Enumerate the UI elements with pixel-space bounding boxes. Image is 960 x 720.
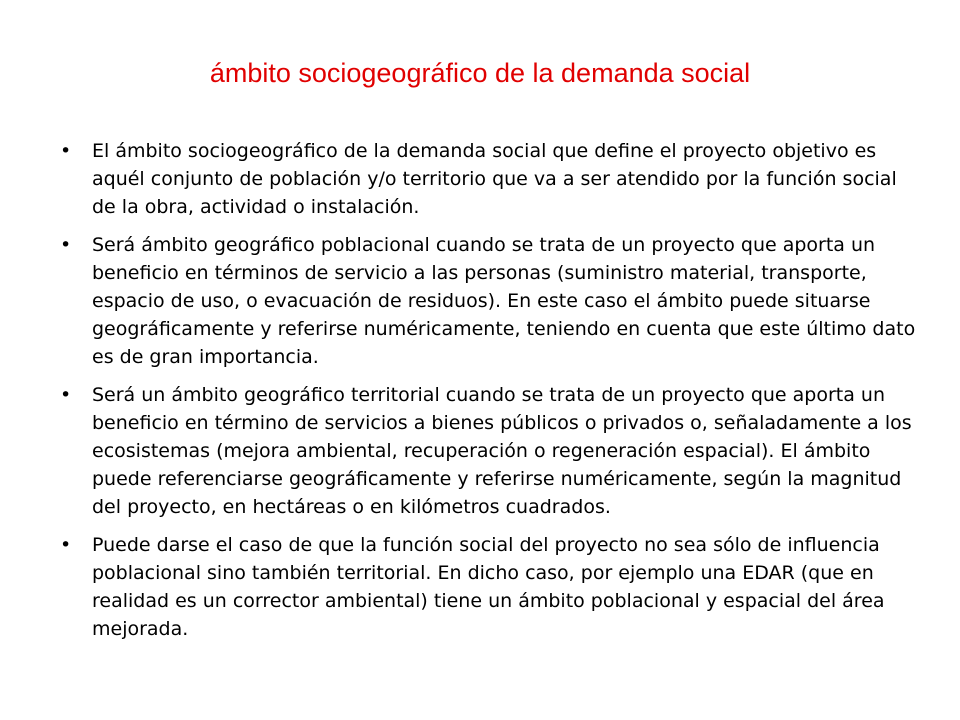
- bullet-text: Será ámbito geográfico poblacional cuando se trata de un proyecto que aporta un beneficio en términos de servicio a las personas (suministro material, transporte, espacio de uso, o evacuación de residuos). En este caso el ámbito puede situarse geográficamente y referirse numéricamente, teniendo en cuenta que este último dato es de gran importancia.: [92, 234, 916, 368]
- bullet-text: Puede darse el caso de que la función social del proyecto no sea sólo de influencia poblacional sino también territorial. En dicho caso, por ejemplo una EDAR (que en realidad es un corrector ambiental) tiene un ámbito poblacional y espacial del área mejorada.: [92, 534, 885, 640]
- bullet-item-2: [60, 231, 920, 371]
- bullet-marker: •: [60, 534, 72, 556]
- bullet-text: Será un ámbito geográfico territorial cuando se trata de un proyecto que aporta un beneficio en término de servicios a bienes públicos o privados o, señaladamente a los ecosistemas (mejora ambiental, recuperación o regeneración espacial). El ámbito puede referenciarse geográficamente y referirse numéricamente, según la magnitud del proyecto, en hectáreas o en kilómetros cuadrados.: [92, 384, 912, 518]
- bullet-item-4: [60, 531, 920, 643]
- bullet-text: El ámbito sociogeográfico de la demanda social que define el proyecto objetivo es aquél conjunto de población y/o territorio que va a ser atendido por la función social de la obra, actividad o instalación.: [92, 140, 897, 218]
- bullet-marker: •: [60, 234, 72, 256]
- bullet-list: [60, 137, 920, 653]
- bullet-marker: •: [60, 140, 72, 162]
- bullet-item-1: [60, 137, 920, 221]
- bullet-marker: •: [60, 384, 72, 406]
- slide-title: ámbito sociogeográfico de la demanda social: [209, 58, 751, 88]
- bullet-item-3: [60, 381, 920, 521]
